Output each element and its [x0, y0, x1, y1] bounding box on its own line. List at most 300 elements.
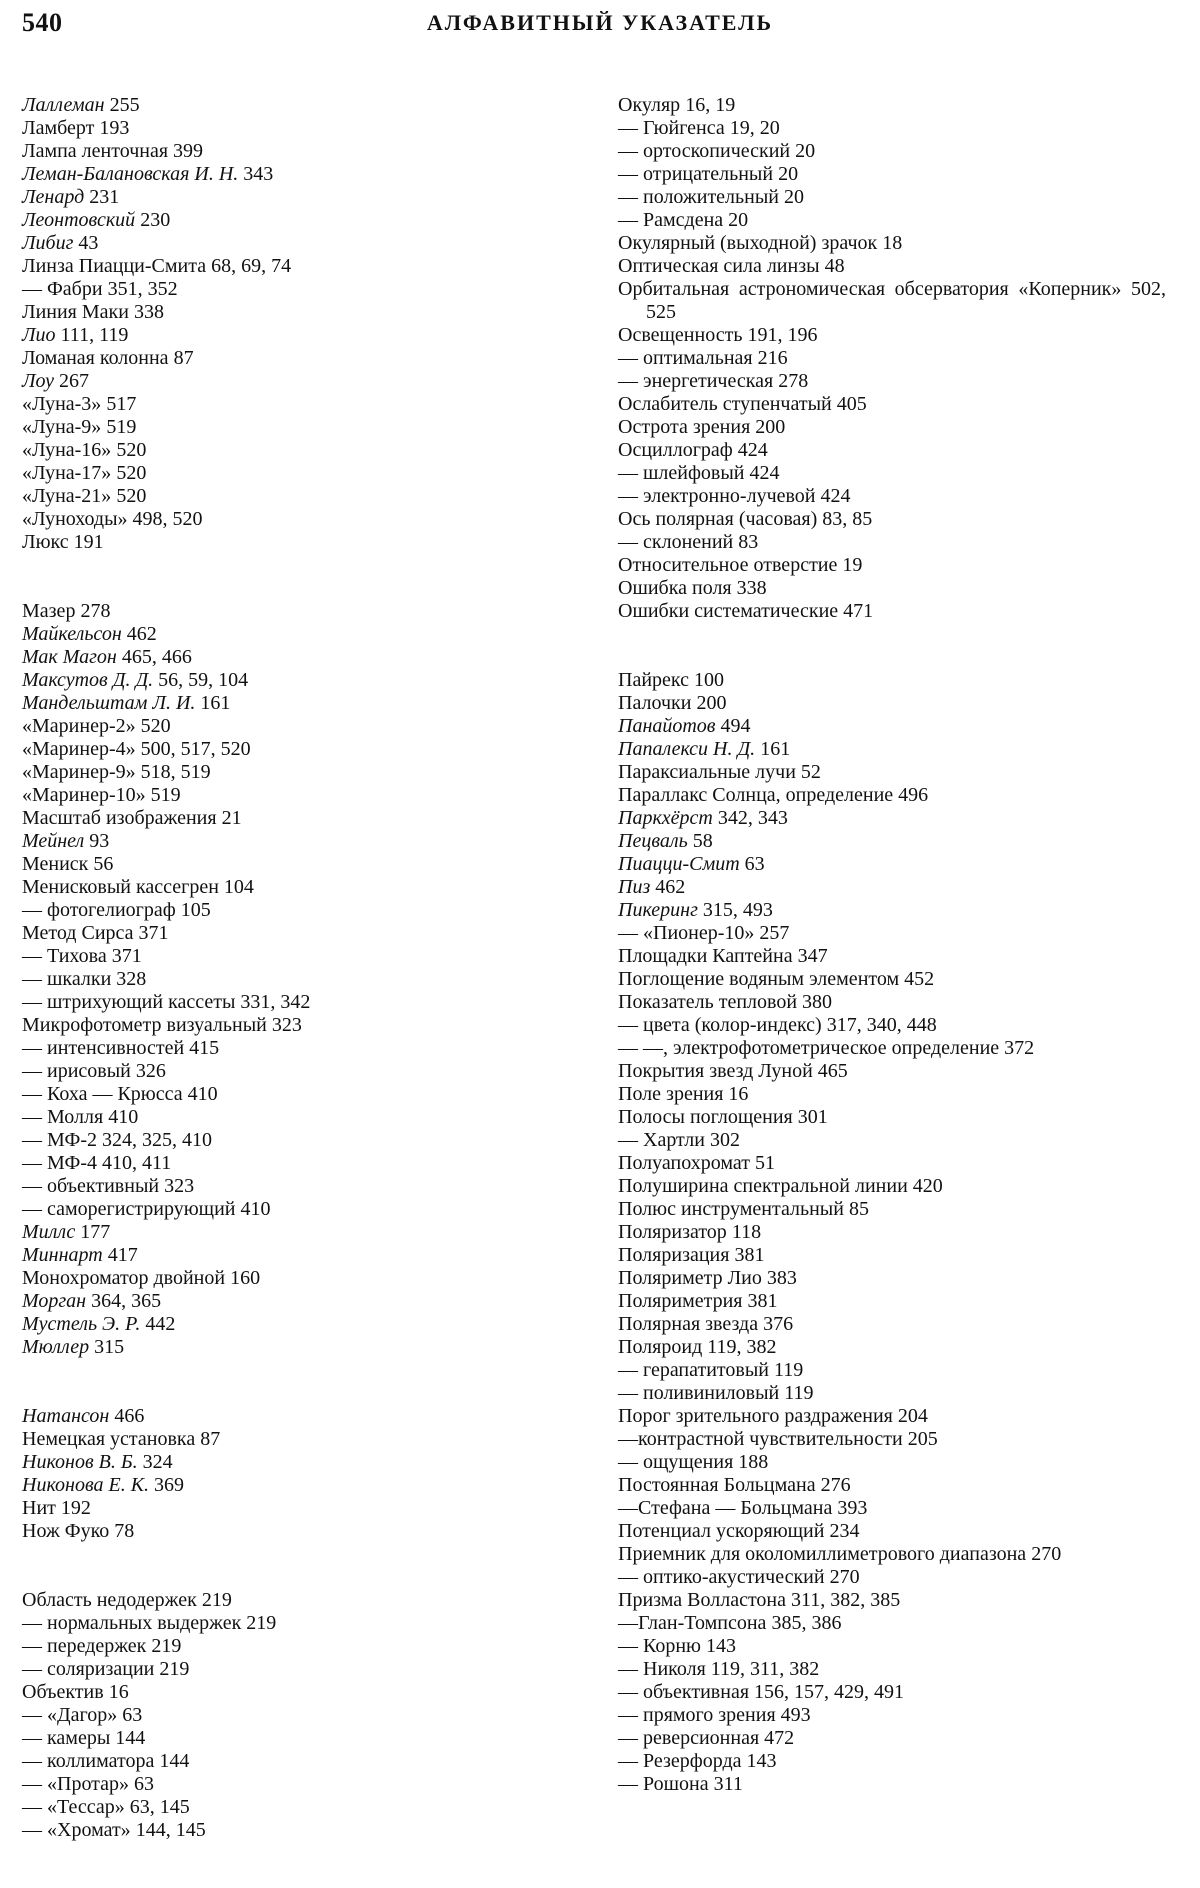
index-entry [22, 761, 582, 784]
index-entry [22, 646, 582, 669]
index-pages: 442 [145, 1313, 176, 1335]
index-term: «Луноходы» [22, 508, 128, 530]
index-term: —Стефана — Больцмана [618, 1497, 833, 1519]
index-pages: 278 [778, 370, 809, 392]
index-term: — «Дагор» [22, 1704, 118, 1726]
index-pages: 219 [159, 1658, 190, 1680]
index-pages: 19, 20 [729, 117, 780, 139]
index-entry [618, 1635, 1166, 1658]
index-term: Освещенность [618, 324, 743, 346]
index-pages: 144 [115, 1727, 146, 1749]
index-entry [22, 186, 582, 209]
index-entry [618, 991, 1166, 1014]
index-entry [618, 278, 1166, 324]
index-term: — оптимальная [618, 347, 753, 369]
index-pages: 493 [780, 1704, 811, 1726]
index-entry [22, 324, 582, 347]
index-term: — Резерфорда [618, 1750, 742, 1772]
index-term: — Тихова [22, 945, 107, 967]
index-term: — саморегистрирующий [22, 1198, 236, 1220]
index-pages: 471 [843, 600, 874, 622]
index-pages: 424 [737, 439, 768, 461]
index-pages: 393 [837, 1497, 868, 1519]
index-entry [22, 922, 582, 945]
index-pages: 315, 493 [702, 899, 773, 921]
index-pages: 63 [744, 853, 765, 875]
index-pages: 21 [221, 807, 242, 829]
index-term: Мазер [22, 600, 76, 622]
index-term: Полуширина спектральной линии [618, 1175, 908, 1197]
index-entry [22, 738, 582, 761]
index-term: Параллакс Солнца, определение [618, 784, 894, 806]
index-entry [618, 1750, 1166, 1773]
index-pages: 219 [201, 1589, 232, 1611]
index-entry [618, 255, 1166, 278]
index-pages: 466 [114, 1405, 145, 1427]
index-term: — Николя [618, 1658, 706, 1680]
index-term: — цвета (колор-индекс) [618, 1014, 822, 1036]
index-pages: 58 [692, 830, 713, 852]
index-entry [618, 1497, 1166, 1520]
index-pages: 405 [836, 393, 867, 415]
index-term: — ирисовый [22, 1060, 131, 1082]
index-term: «Маринер-4» [22, 738, 136, 760]
index-entry [618, 1566, 1166, 1589]
index-pages: 417 [107, 1244, 138, 1266]
index-entry [618, 968, 1166, 991]
index-entry [22, 1727, 582, 1750]
index-entry [618, 1037, 1166, 1060]
index-term: Ослабитель ступенчатый [618, 393, 832, 415]
index-entry [618, 1221, 1166, 1244]
index-term: Пиз [618, 876, 651, 898]
index-term: — передержек [22, 1635, 147, 1657]
index-entry [618, 738, 1166, 761]
index-term: «Луна-21» [22, 485, 112, 507]
index-term: Ленард [22, 186, 85, 208]
index-term: — нормальных выдержек [22, 1612, 242, 1634]
index-entry [22, 1796, 582, 1819]
index-pages: 93 [89, 830, 110, 852]
index-term: Пикеринг [618, 899, 698, 921]
index-entry [618, 1152, 1166, 1175]
index-term: Окуляр [618, 94, 681, 116]
index-term: — соляризации [22, 1658, 155, 1680]
index-entry [618, 94, 1166, 117]
index-pages: 520 [140, 715, 171, 737]
index-term: «Луна-3» [22, 393, 102, 415]
index-term: «Маринер-9» [22, 761, 136, 783]
index-entry [618, 1313, 1166, 1336]
index-pages: 18 [882, 232, 903, 254]
index-term: Покрытия звезд Луной [618, 1060, 813, 1082]
index-entry [618, 669, 1166, 692]
index-term: Поляроид [618, 1336, 703, 1358]
index-term: Мейнел [22, 830, 85, 852]
index-entry [618, 1267, 1166, 1290]
index-term: — положительный [618, 186, 780, 208]
index-entry [618, 1175, 1166, 1198]
index-term: Оптическая сила линзы [618, 255, 820, 277]
index-entry [618, 1773, 1166, 1796]
index-entry [618, 899, 1166, 922]
index-term: Ось полярная (часовая) [618, 508, 818, 530]
index-pages: 380 [802, 991, 833, 1013]
index-pages: 324 [142, 1451, 173, 1473]
index-pages: 143 [706, 1635, 736, 1657]
index-pages: 315 [94, 1336, 125, 1358]
index-entry [618, 1106, 1166, 1129]
index-entry [22, 232, 582, 255]
index-pages: 326 [135, 1060, 166, 1082]
index-entry [618, 1060, 1166, 1083]
index-term: Люкс [22, 531, 69, 553]
index-term: Мениск [22, 853, 89, 875]
index-entry [618, 1244, 1166, 1267]
index-term: Леонтовский [22, 209, 136, 231]
index-term: «Маринер-10» [22, 784, 146, 806]
index-pages: 424 [820, 485, 851, 507]
index-term: — Гюйгенса [618, 117, 725, 139]
index-pages: 19 [842, 554, 863, 576]
index-term: — МФ-2 [22, 1129, 97, 1151]
index-pages: 63 [122, 1704, 143, 1726]
index-entry [22, 830, 582, 853]
index-entry [22, 1451, 582, 1474]
index-pages: 144 [159, 1750, 190, 1772]
index-entry [618, 416, 1166, 439]
index-pages: 191, 196 [747, 324, 818, 346]
index-term: — фотогелиограф [22, 899, 176, 921]
index-term: Мандельштам Л. И. [22, 692, 196, 714]
index-pages: 193 [99, 117, 130, 139]
index-pages: 20 [778, 163, 799, 185]
index-entry [22, 991, 582, 1014]
index-entry [618, 1704, 1166, 1727]
index-term: Нит [22, 1497, 56, 1519]
index-entry [618, 554, 1166, 577]
index-pages: 324, 325, 410 [101, 1129, 212, 1151]
index-pages: 376 [763, 1313, 794, 1335]
index-term: Линия Маки [22, 301, 129, 323]
index-pages: 519 [106, 416, 137, 438]
index-entry [22, 1244, 582, 1267]
index-entry [22, 1037, 582, 1060]
index-entry [618, 324, 1166, 347]
index-pages: 204 [897, 1405, 928, 1427]
index-pages: 462 [126, 623, 157, 645]
index-term: Порог зрительного раздражения [618, 1405, 893, 1427]
index-term: Ламберт [22, 117, 95, 139]
index-entry [22, 1014, 582, 1037]
index-pages: 500, 517, 520 [140, 738, 251, 760]
index-entry [618, 1428, 1166, 1451]
index-term: Никонова Е. К. [22, 1474, 150, 1496]
index-term: Параксиальные лучи [618, 761, 796, 783]
index-pages: 338 [736, 577, 767, 599]
index-term: — ощущения [618, 1451, 734, 1473]
index-term: — энергетическая [618, 370, 774, 392]
index-pages: 78 [114, 1520, 135, 1542]
index-term: Мустель Э. Р. [22, 1313, 141, 1335]
index-term: Миллс [22, 1221, 76, 1243]
index-term: Полуапохромат [618, 1152, 750, 1174]
index-pages: 156, 157, 429, 491 [754, 1681, 905, 1703]
index-entry [22, 163, 582, 186]
index-column-right [618, 94, 1166, 1796]
index-pages: 331, 342 [240, 991, 311, 1013]
index-pages: 383 [766, 1267, 797, 1289]
index-term: Ломаная колонна [22, 347, 169, 369]
index-entry [618, 1382, 1166, 1405]
index-entry [618, 508, 1166, 531]
index-pages: 317, 340, 448 [826, 1014, 937, 1036]
index-entry [22, 1267, 582, 1290]
index-term: Острота зрения [618, 416, 751, 438]
index-pages: 105 [180, 899, 211, 921]
index-pages: 369 [154, 1474, 185, 1496]
index-pages: 160 [230, 1267, 261, 1289]
index-pages: 83 [738, 531, 759, 553]
index-term: Майкельсон [22, 623, 122, 645]
index-entry [618, 439, 1166, 462]
index-entry [618, 1129, 1166, 1152]
index-entry [22, 1175, 582, 1198]
index-pages: 343 [243, 163, 274, 185]
index-term: Паркхёрст [618, 807, 713, 829]
index-term: Показатель тепловой [618, 991, 798, 1013]
index-pages: 161 [760, 738, 791, 760]
index-entry [618, 1014, 1166, 1037]
index-pages: 452 [904, 968, 935, 990]
index-pages: 16, 19 [685, 94, 736, 116]
index-pages: 111, 119 [60, 324, 129, 346]
index-term: Морган [22, 1290, 87, 1312]
index-pages: 496 [898, 784, 929, 806]
index-term: — электронно-лучевой [618, 485, 816, 507]
index-pages: 200 [696, 692, 727, 714]
index-pages: 462 [655, 876, 686, 898]
index-entry [618, 117, 1166, 140]
index-pages: 276 [820, 1474, 851, 1496]
index-term: Полярная звезда [618, 1313, 759, 1335]
index-pages: 56 [93, 853, 114, 875]
index-term: Призма Волластона [618, 1589, 787, 1611]
index-entry [22, 485, 582, 508]
index-pages: 234 [829, 1520, 860, 1542]
index-pages: 119 [784, 1382, 814, 1404]
index-entry [22, 1129, 582, 1152]
index-term: Область недодержек [22, 1589, 197, 1611]
index-term: «Луна-17» [22, 462, 112, 484]
index-entry [22, 1083, 582, 1106]
index-entry [618, 1290, 1166, 1313]
index-entry [618, 600, 1166, 623]
index-pages: 177 [80, 1221, 111, 1243]
index-pages: 302 [709, 1129, 740, 1151]
index-pages: 230 [140, 209, 171, 231]
index-entry [618, 784, 1166, 807]
index-entry [618, 1589, 1166, 1612]
index-entry [22, 301, 582, 324]
index-pages: 119 [774, 1359, 804, 1381]
index-entry [22, 807, 582, 830]
index-pages: 144, 145 [135, 1819, 206, 1841]
index-entry [22, 1152, 582, 1175]
index-entry [22, 1336, 582, 1359]
index-pages: 118 [731, 1221, 762, 1243]
index-entry [22, 140, 582, 163]
index-pages: 415 [189, 1037, 220, 1059]
index-pages: 231 [89, 186, 120, 208]
index-pages: 338 [133, 301, 164, 323]
index-pages: 519 [150, 784, 181, 806]
index-term: — «Протар» [22, 1773, 130, 1795]
index-term: Панайотов [618, 715, 716, 737]
index-entry [22, 94, 582, 117]
index-entry [22, 439, 582, 462]
index-pages: 381 [747, 1290, 778, 1312]
index-pages: 520 [116, 485, 147, 507]
index-entry [618, 715, 1166, 738]
index-pages: 518, 519 [140, 761, 211, 783]
index-pages: 219 [246, 1612, 277, 1634]
index-term: — Фабри [22, 278, 103, 300]
index-term: — поливиниловый [618, 1382, 780, 1404]
index-term: — Коха — Крюсса [22, 1083, 183, 1105]
index-term: — объективный [22, 1175, 160, 1197]
index-entry [618, 1612, 1166, 1635]
index-pages: 323 [271, 1014, 302, 1036]
index-entry [618, 140, 1166, 163]
index-entry [22, 945, 582, 968]
index-term: Папалекси Н. Д. [618, 738, 756, 760]
index-entry [22, 462, 582, 485]
index-pages: 16 [108, 1681, 129, 1703]
index-entry [22, 1658, 582, 1681]
index-entry [618, 1681, 1166, 1704]
index-term: Поглощение водяным элементом [618, 968, 900, 990]
index-term: —контрастной чувствительности [618, 1428, 903, 1450]
index-entry [618, 1405, 1166, 1428]
index-entry [22, 1405, 582, 1428]
index-entry [618, 186, 1166, 209]
index-term: — склонений [618, 531, 734, 553]
index-entry [22, 1635, 582, 1658]
index-pages: 520 [116, 462, 147, 484]
index-term: — Рошона [618, 1773, 709, 1795]
index-entry [22, 1773, 582, 1796]
index-pages: 161 [200, 692, 231, 714]
index-term: — герапатитовый [618, 1359, 769, 1381]
index-pages: 465, 466 [121, 646, 192, 668]
index-pages: 219 [151, 1635, 182, 1657]
index-entry [618, 232, 1166, 255]
index-term: — ортоскопический [618, 140, 791, 162]
index-entry [22, 370, 582, 393]
index-entry [22, 853, 582, 876]
index-pages: 424 [749, 462, 780, 484]
index-pages: 20 [795, 140, 816, 162]
index-entry [618, 1451, 1166, 1474]
index-pages: 87 [173, 347, 194, 369]
index-pages: 51 [754, 1152, 775, 1174]
index-pages: 351, 352 [107, 278, 178, 300]
index-pages: 342, 343 [717, 807, 788, 829]
index-pages: 270 [1031, 1543, 1062, 1565]
index-entry [22, 531, 582, 554]
index-term: Пецваль [618, 830, 688, 852]
index-entry [618, 163, 1166, 186]
index-entry [618, 577, 1166, 600]
index-term: Мюллер [22, 1336, 90, 1358]
index-term: Полосы поглощения [618, 1106, 793, 1128]
index-entry [22, 876, 582, 899]
index-entry [22, 508, 582, 531]
index-term: Поляриметрия [618, 1290, 743, 1312]
index-term: Площадки Каптейна [618, 945, 793, 967]
index-pages: 410 [108, 1106, 139, 1128]
index-pages: 371 [111, 945, 142, 967]
index-term: Мак Магон [22, 646, 117, 668]
index-entry [22, 1520, 582, 1543]
index-pages: 216 [757, 347, 788, 369]
index-entry [618, 1658, 1166, 1681]
index-term: Потенциал ускоряющий [618, 1520, 825, 1542]
index-entry [22, 1612, 582, 1635]
group-gap [618, 623, 1166, 669]
index-entry [618, 347, 1166, 370]
index-entry [618, 853, 1166, 876]
index-pages: 347 [797, 945, 828, 967]
index-term: Приемник для околомиллиметрового диапазона [618, 1543, 1027, 1565]
index-pages: 119, 382 [707, 1336, 777, 1358]
index-entry [22, 623, 582, 646]
index-term: — реверсионная [618, 1727, 760, 1749]
index-entry [22, 278, 582, 301]
index-entry [22, 209, 582, 232]
index-term: Максутов Д. Д. [22, 669, 154, 691]
index-term: Либиг [22, 232, 74, 254]
index-pages: 494 [720, 715, 751, 737]
index-pages: 63 [134, 1773, 155, 1795]
index-entry [618, 807, 1166, 830]
index-term: Поляриметр Лио [618, 1267, 762, 1289]
index-entry [618, 209, 1166, 232]
index-entry [618, 531, 1166, 554]
index-entry [618, 462, 1166, 485]
index-pages: 87 [200, 1428, 221, 1450]
index-entry [618, 1543, 1166, 1566]
index-term: — «Хромат» [22, 1819, 131, 1841]
index-entry [22, 255, 582, 278]
index-pages: 410, 411 [101, 1152, 172, 1174]
index-term: Пиацци-Смит [618, 853, 740, 875]
index-pages: 63, 145 [129, 1796, 190, 1818]
index-pages: 278 [80, 600, 111, 622]
index-pages: 68, 69, 74 [211, 255, 292, 277]
index-term: Ошибка поля [618, 577, 732, 599]
index-pages: 191 [73, 531, 104, 553]
index-pages: 465 [817, 1060, 848, 1082]
index-entry [22, 715, 582, 738]
index-entry [22, 1060, 582, 1083]
index-pages: 385, 386 [771, 1612, 842, 1634]
index-term: Метод Сирса [22, 922, 134, 944]
index-entry [22, 600, 582, 623]
index-entry [618, 1336, 1166, 1359]
index-pages: 16 [728, 1083, 749, 1105]
